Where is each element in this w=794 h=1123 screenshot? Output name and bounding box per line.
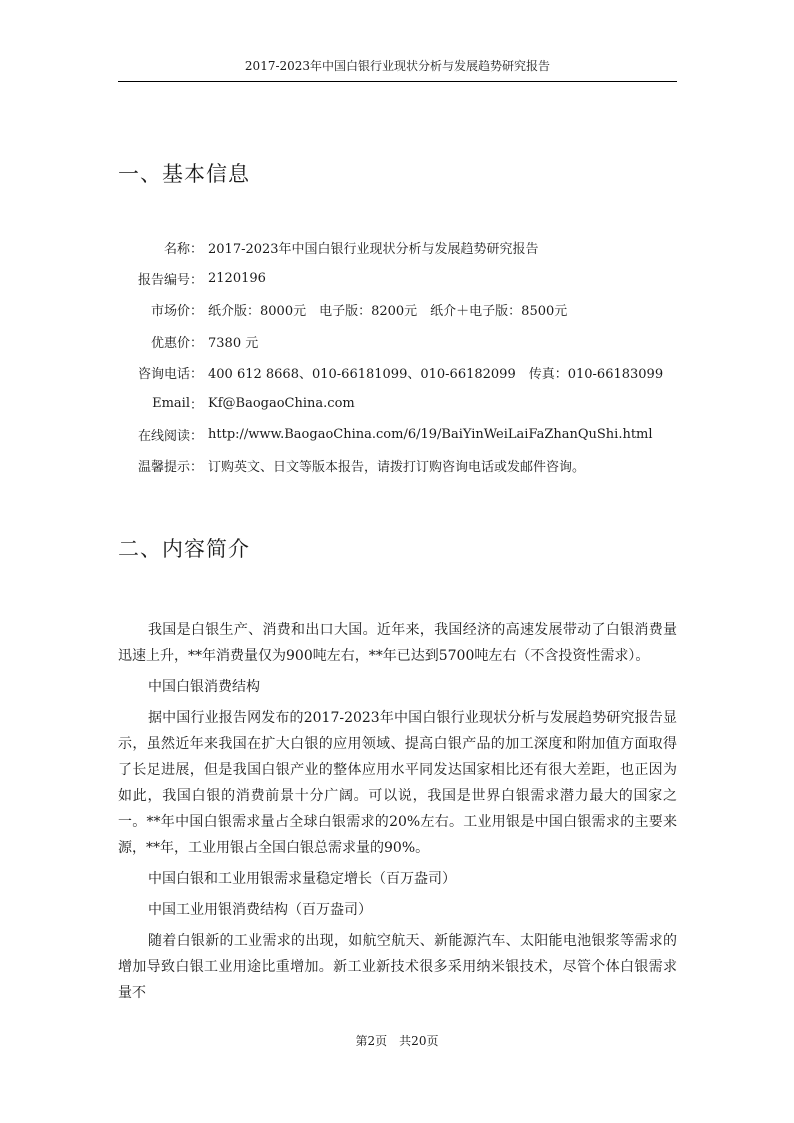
info-label: 报告编号	[137, 273, 190, 289]
info-label: 咨询电话	[137, 366, 190, 382]
paragraph: 中国白银和工业用银需求量稳定增长（百万盎司）	[148, 871, 456, 887]
paragraph: 据中国行业报告网发布的2017-2023年中国白银行业现状分析与发展趋势研究报告显示，虽然近年来我国在扩大白银的应用领域、提高白银产品的加工深度和附加值方面取得了长足进展，但是我国白银产业的整体应用水平同发达国家相比还有很大差距，也正因为如此，我国白银的消费前景十分广阔。可以说，我国是世界白银需求潜力最大的国家之一。**年中国白银需求量占全球白银需求的20%左右。工业用银是中国白银需求的主要来源，**年，工业用银占全国白银总需求量的90%。	[118, 710, 677, 856]
info-row-market-price	[118, 294, 677, 325]
paragraph: 中国工业用银消费结构（百万盎司）	[148, 902, 372, 918]
summary-content	[118, 617, 677, 1011]
info-label: Email	[152, 396, 190, 412]
colon: ：	[190, 273, 204, 289]
info-value: 2120196	[208, 271, 266, 287]
info-label: 名称	[163, 242, 190, 258]
paragraph: 中国白银消费结构	[148, 679, 260, 695]
colon: ：	[190, 242, 204, 258]
paragraph: 我国是白银生产、消费和出口大国。近年来，我国经济的高速发展带动了白银消费量迅速上升，**年消费量仅为900吨左右，**年已达到5700吨左右（不含投资性需求）。	[118, 622, 677, 664]
colon: ：	[190, 366, 204, 382]
online-read-link[interactable]: http://www.BaogaoChina.com/6/19/BaiYinWeiLaiFaZhanQuShi.html	[208, 427, 653, 443]
info-value: 订购英文、日文等版本报告，请拨打订购咨询电话或发邮件咨询。	[208, 460, 586, 476]
colon: ：	[190, 335, 204, 351]
info-row-email	[118, 388, 677, 419]
header-divider	[118, 81, 677, 82]
page-footer: 第2页 共20页	[355, 1034, 439, 1048]
section-title-basic-info: 一、基本信息	[118, 162, 250, 186]
colon: ：	[190, 304, 204, 320]
email-link[interactable]: Kf@BaogaoChina.com	[208, 396, 355, 412]
info-row-report-id	[118, 263, 677, 294]
colon: ：	[190, 460, 204, 476]
colon: ：	[190, 429, 204, 445]
info-label: 在线阅读	[137, 429, 190, 445]
info-value: 7380 元	[208, 335, 259, 351]
info-row-name	[118, 232, 677, 263]
info-row-phone	[118, 357, 677, 388]
info-value: 纸介版：8000元 电子版：8200元 纸介＋电子版：8500元	[208, 304, 568, 320]
info-row-discount-price	[118, 326, 677, 357]
page-header: 2017-2023年中国白银行业现状分析与发展趋势研究报告	[244, 59, 551, 73]
info-row-tip	[118, 450, 677, 481]
info-value: 400 612 8668、010-66181099、010-66182099 传真：010-66183099	[208, 366, 664, 382]
paragraph: 随着白银新的工业需求的出现，如航空航天、新能源汽车、太阳能电池银浆等需求的增加导致白银工业用途比重增加。新工业新技术很多采用纳米银技术，尽管个体白银需求量不	[118, 933, 677, 1001]
info-label: 优惠价	[150, 335, 190, 351]
colon: ：	[190, 398, 204, 414]
info-value: 2017-2023年中国白银行业现状分析与发展趋势研究报告	[208, 242, 539, 258]
info-label: 温馨提示	[137, 460, 190, 476]
info-row-online-read	[118, 419, 677, 450]
section-title-summary: 二、内容简介	[118, 537, 250, 561]
info-label: 市场价	[150, 304, 190, 320]
basic-info-list	[118, 232, 677, 482]
